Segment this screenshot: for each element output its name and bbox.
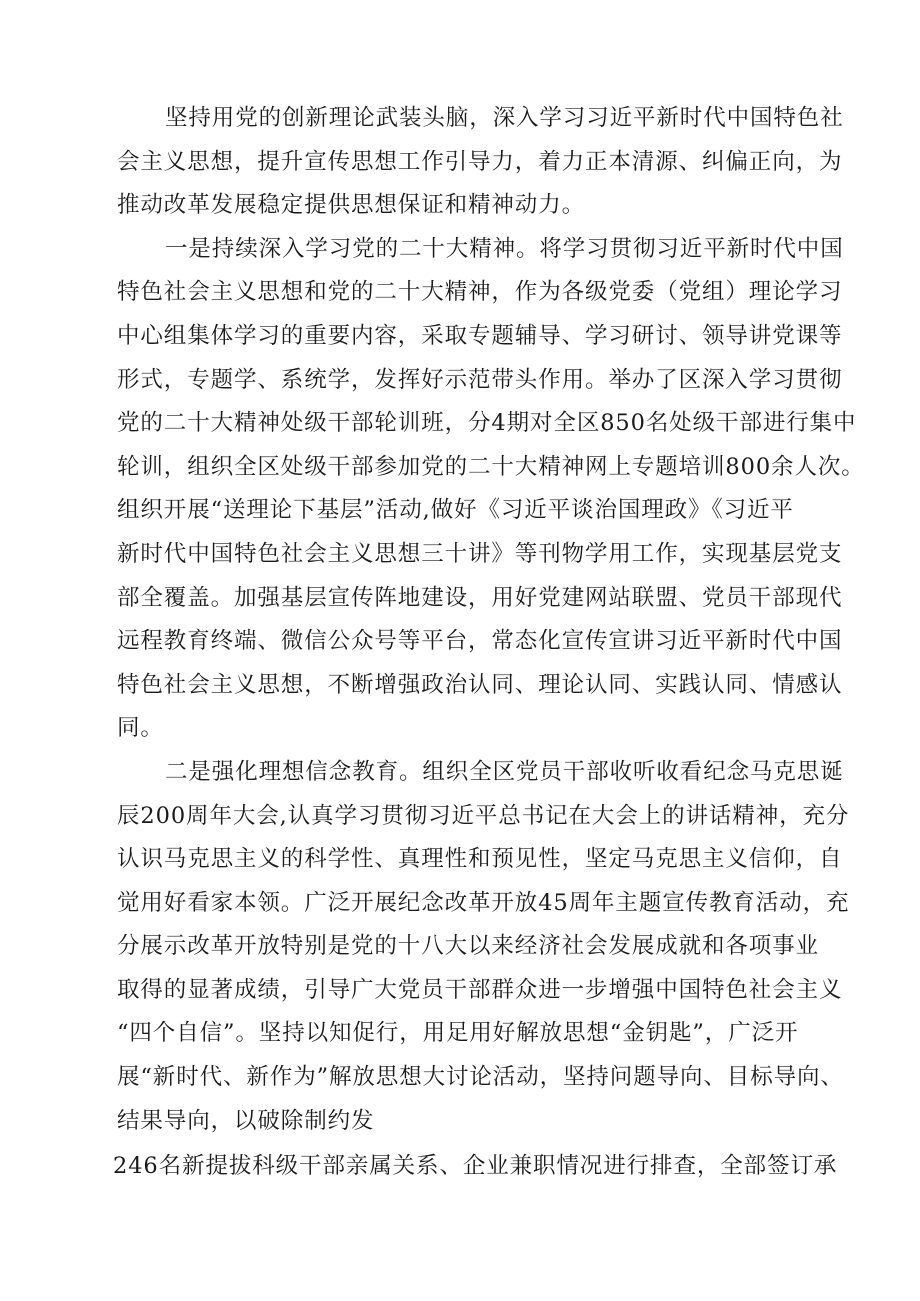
text-line: 二是强化理想信念教育。组织全区党员干部收听收看纪念马克思诞 bbox=[165, 758, 844, 785]
text-line: 分展示改革开放特别是党的十八大以来经济社会发展成就和各项事业 bbox=[117, 933, 820, 960]
paragraph-2 bbox=[117, 228, 865, 751]
text-line: 一是持续深入学习党的二十大精神。将学习贯彻习近平新时代中国 bbox=[165, 235, 844, 262]
text-line: “四个自信”。坚持以知促行，用足用好解放思想“金钥匙”，广泛开 bbox=[117, 1020, 799, 1047]
text-line: 特色社会主义思想，不断增强政治认同、理论认同、实践认同、情感认 bbox=[117, 671, 843, 698]
text-line: 展“新时代、新作为”解放思想大讨论活动，坚持问题导向、目标导向、 bbox=[117, 1064, 844, 1091]
text-line: 取得的显著成绩，引导广大党员干部群众进一步增强中国特色社会主义 bbox=[117, 976, 843, 1003]
text-line: 觉用好看家本领。广泛开展纪念改革开放45周年主题宣传教育活动，充 bbox=[117, 889, 850, 916]
text-line: 部全覆盖。加强基层宣传阵地建设，用好党建网站联盟、党员干部现代 bbox=[117, 584, 843, 611]
text-line: 轮训，组织全区处级干部参加党的二十大精神网上专题培训800余人次。 bbox=[117, 453, 865, 480]
text-line: 特色社会主义思想和党的二十大精神，作为各级党委（党组）理论学习 bbox=[117, 279, 843, 306]
text-line: 远程教育终端、微信公众号等平台，常态化宣传宣讲习近平新时代中国 bbox=[117, 628, 843, 655]
text-line: 同。 bbox=[117, 715, 164, 742]
text-line: 246名新提拔科级干部亲属关系、企业兼职情况进行排查，全部签订承 bbox=[113, 1153, 838, 1180]
text-line: 中心组集体学习的重要内容，采取专题辅导、学习研讨、领导讲党课等 bbox=[117, 322, 843, 349]
text-line: 辰200周年大会,认真学习贯彻习近平总书记在大会上的讲话精神，充分 bbox=[117, 802, 850, 829]
text-line: 坚持用党的创新理论武装头脑，深入学习习近平新时代中国特色社 bbox=[165, 105, 844, 131]
text-line: 新时代中国特色社会主义思想三十讲》等刊物学用工作，实现基层党支 bbox=[117, 540, 843, 567]
document-body bbox=[113, 97, 865, 1189]
text-line: 党的二十大精神处级干部轮训班，分4期对全区850名处级干部进行集中 bbox=[117, 410, 857, 437]
paragraph-1 bbox=[117, 97, 844, 228]
text-line: 结果导向，以破除制约发 bbox=[117, 1107, 375, 1134]
paragraph-3 bbox=[117, 751, 850, 1143]
text-line: 会主义思想，提升宣传思想工作引导力，着力正本清源、纠偏正向，为 bbox=[117, 148, 843, 175]
paragraph-4 bbox=[113, 1145, 838, 1189]
text-line: 形式，专题学、系统学，发挥好示范带头作用。举办了区深入学习贯彻 bbox=[117, 366, 843, 393]
text-line: 推动改革发展稳定提供思想保证和精神动力。 bbox=[117, 192, 586, 219]
text-line: 认识马克思主义的科学性、真理性和预见性，坚定马克思主义信仰，自 bbox=[117, 846, 843, 873]
text-line: 组织开展“送理论下基层”活动,做好《习近平谈治国理政》《习近平 bbox=[117, 497, 794, 524]
